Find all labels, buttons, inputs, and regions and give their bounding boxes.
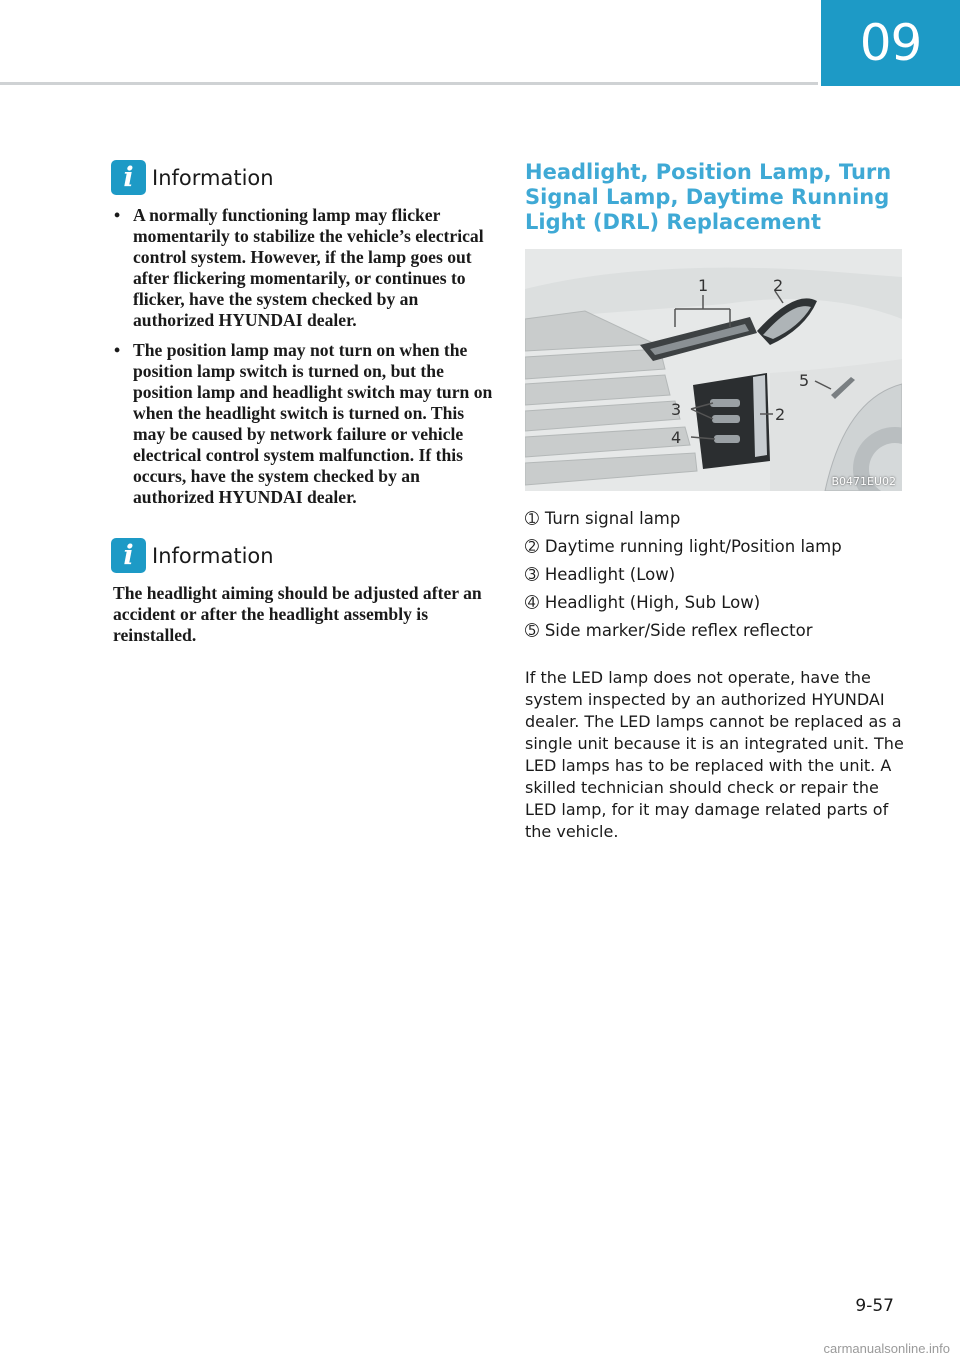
callout-5: 5 [799,371,810,390]
callout-4: 4 [671,428,682,447]
information-title: Information [152,543,274,568]
information-item: • A normally functioning lamp may flicker momentarily to stabilize the vehicle’s electrical control system. However, if the lamp goes out after flickering momentarily, or continues to flicker, have the system checked by an authorized HYUNDAI dealer. [113,205,493,331]
figure-code: B0471EU02 [831,475,896,488]
callout-1: 1 [698,276,709,295]
callout-2-lower: 2 [775,405,786,424]
info-icon: i [111,538,146,573]
legend-number: ➀ [525,509,539,528]
information-box-1 [113,160,493,508]
legend-label: Headlight (High, Sub Low) [544,593,761,612]
legend-item [525,589,905,617]
watermark: carmanualsonline.info [823,1341,950,1356]
legend-label: Headlight (Low) [544,565,676,584]
legend-item [525,505,905,533]
header-rule [0,82,818,85]
page-number: 9-57 [855,1296,894,1316]
legend-item [525,561,905,589]
legend-label: Turn signal lamp [544,509,681,528]
right-column [525,160,905,843]
callout-2-upper: 2 [773,276,784,295]
legend-item [525,617,905,645]
legend-number: ➂ [525,565,539,584]
info-icon: i [111,160,146,195]
body-paragraph: If the LED lamp does not operate, have the system inspected by an authorized HYUNDAI dealer. The LED lamps cannot be replaced as a single unit because it is an integrated unit. The LED lamps has to be replaced with the unit. A skilled technician should check or repair the LED lamp, for it may damage related parts of the vehicle. [525,668,904,841]
headlight-figure [525,249,902,491]
left-column [113,160,493,676]
chapter-tab [821,0,960,86]
information-list [113,205,493,508]
legend-number: ➄ [525,621,539,640]
information-header [111,538,493,573]
callout-layer [525,249,902,491]
information-title: Information [152,165,274,190]
chapter-number: 09 [859,14,922,72]
information-box-2 [113,538,493,646]
legend-number: ➃ [525,593,539,612]
legend-label: Daytime running light/Position lamp [544,537,842,556]
figure-legend [525,505,905,645]
information-text: The headlight aiming should be adjusted after an accident or after the headlight assembly is reinstalled. [113,583,482,645]
section-title: Headlight, Position Lamp, Turn Signal Lamp, Daytime Running Light (DRL) Replacement [525,160,892,234]
information-item: • The position lamp may not turn on when the position lamp switch is turned on, but the position lamp and headlight switch may turn on when the headlight switch is turned on. This may be caused by network failure or vehicle electrical control system malfunction. If this occurs, have the system checked by an authorized HYUNDAI dealer. [113,340,493,508]
information-header [111,160,493,195]
legend-item [525,533,905,561]
legend-label: Side marker/Side reflex reflector [544,621,813,640]
legend-number: ➁ [525,537,539,556]
callout-3: 3 [671,400,682,419]
